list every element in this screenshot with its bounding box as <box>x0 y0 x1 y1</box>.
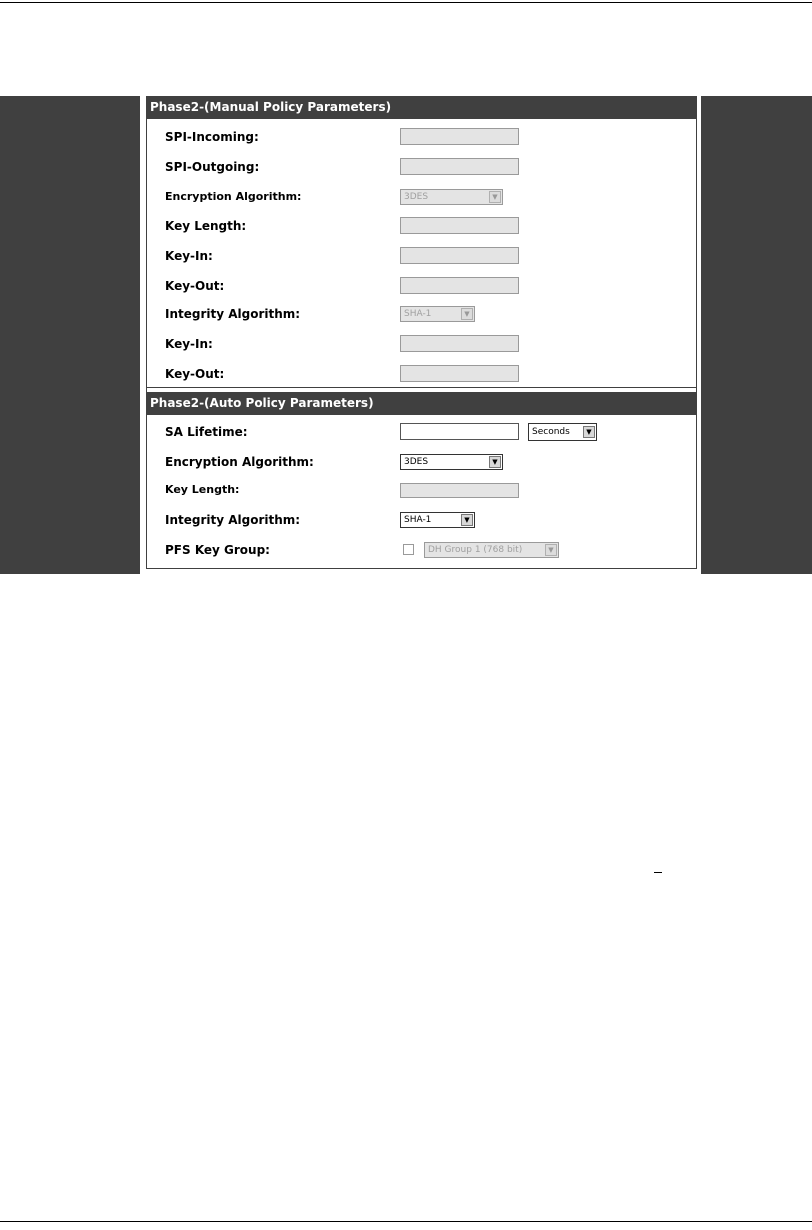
spi-incoming-input[interactable] <box>400 128 519 145</box>
manual-integrity-row <box>147 301 696 327</box>
auto-key-length-row <box>147 477 696 503</box>
encryption-key-out-input[interactable] <box>400 277 519 294</box>
auto-encryption-select[interactable] <box>400 454 503 470</box>
spi-incoming-label: SPI-Incoming: <box>165 130 259 144</box>
ipsec-phase2-panel <box>146 96 697 569</box>
encryption-key-out-label: Key-Out: <box>165 279 225 293</box>
integrity-key-out-input[interactable] <box>400 365 519 382</box>
spi-outgoing-row <box>147 154 696 180</box>
left-sidebar-band <box>0 96 140 574</box>
auto-key-length-label: Key Length: <box>165 483 240 496</box>
chevron-down-icon: ▼ <box>461 514 473 526</box>
page-top-rule <box>0 2 812 3</box>
manual-integrity-value: SHA-1 <box>404 309 432 319</box>
pfs-enable-checkbox[interactable] <box>403 544 414 555</box>
manual-key-length-input[interactable] <box>400 217 519 234</box>
integrity-key-in-label: Key-In: <box>165 337 213 351</box>
right-sidebar-band <box>701 96 812 574</box>
manual-encryption-label: Encryption Algorithm: <box>165 190 302 203</box>
manual-key-length-label: Key Length: <box>165 219 247 233</box>
integrity-key-in-input[interactable] <box>400 335 519 352</box>
chevron-down-icon: ▼ <box>583 426 595 438</box>
pfs-key-group-row <box>147 537 696 563</box>
pfs-key-group-select[interactable] <box>424 542 559 558</box>
chevron-down-icon: ▼ <box>545 544 557 556</box>
page-bottom-rule <box>0 1221 812 1222</box>
integrity-key-out-label: Key-Out: <box>165 367 225 381</box>
encryption-key-in-input[interactable] <box>400 247 519 264</box>
auto-encryption-value: 3DES <box>404 457 429 467</box>
chevron-down-icon: ▼ <box>489 191 501 203</box>
encryption-key-in-row <box>147 243 696 269</box>
manual-encryption-select[interactable] <box>400 189 503 205</box>
manual-key-length-row <box>147 213 696 239</box>
spi-outgoing-label: SPI-Outgoing: <box>165 160 260 174</box>
encryption-key-out-row <box>147 273 696 299</box>
encryption-key-in-label: Key-In: <box>165 249 213 263</box>
pfs-key-group-value: DH Group 1 (768 bit) <box>428 545 523 555</box>
pfs-key-group-label: PFS Key Group: <box>165 543 270 557</box>
auto-integrity-value: SHA-1 <box>404 515 432 525</box>
auto-encryption-row <box>147 449 696 475</box>
auto-integrity-label: Integrity Algorithm: <box>165 513 301 527</box>
auto-key-length-input[interactable] <box>400 483 519 498</box>
auto-section-header: Phase2-(Auto Policy Parameters) <box>147 392 696 415</box>
sa-lifetime-input[interactable] <box>400 423 519 440</box>
spi-outgoing-input[interactable] <box>400 158 519 175</box>
section-divider <box>147 387 696 388</box>
manual-section-header: Phase2-(Manual Policy Parameters) <box>147 96 696 119</box>
chevron-down-icon: ▼ <box>461 308 473 320</box>
manual-integrity-select[interactable] <box>400 306 475 322</box>
spi-incoming-row <box>147 124 696 150</box>
auto-integrity-row <box>147 507 696 533</box>
integrity-key-in-row <box>147 331 696 357</box>
sa-lifetime-unit-value: Seconds <box>532 427 570 437</box>
sa-lifetime-row <box>147 419 696 445</box>
sa-lifetime-label: SA Lifetime: <box>165 425 248 439</box>
sa-lifetime-unit-select[interactable] <box>528 423 597 441</box>
stray-mark <box>654 872 662 873</box>
auto-integrity-select[interactable] <box>400 512 475 528</box>
chevron-down-icon: ▼ <box>489 456 501 468</box>
manual-integrity-label: Integrity Algorithm: <box>165 307 301 321</box>
manual-encryption-row <box>147 184 696 210</box>
integrity-key-out-row <box>147 361 696 387</box>
manual-encryption-value: 3DES <box>404 192 429 202</box>
auto-encryption-label: Encryption Algorithm: <box>165 455 314 469</box>
